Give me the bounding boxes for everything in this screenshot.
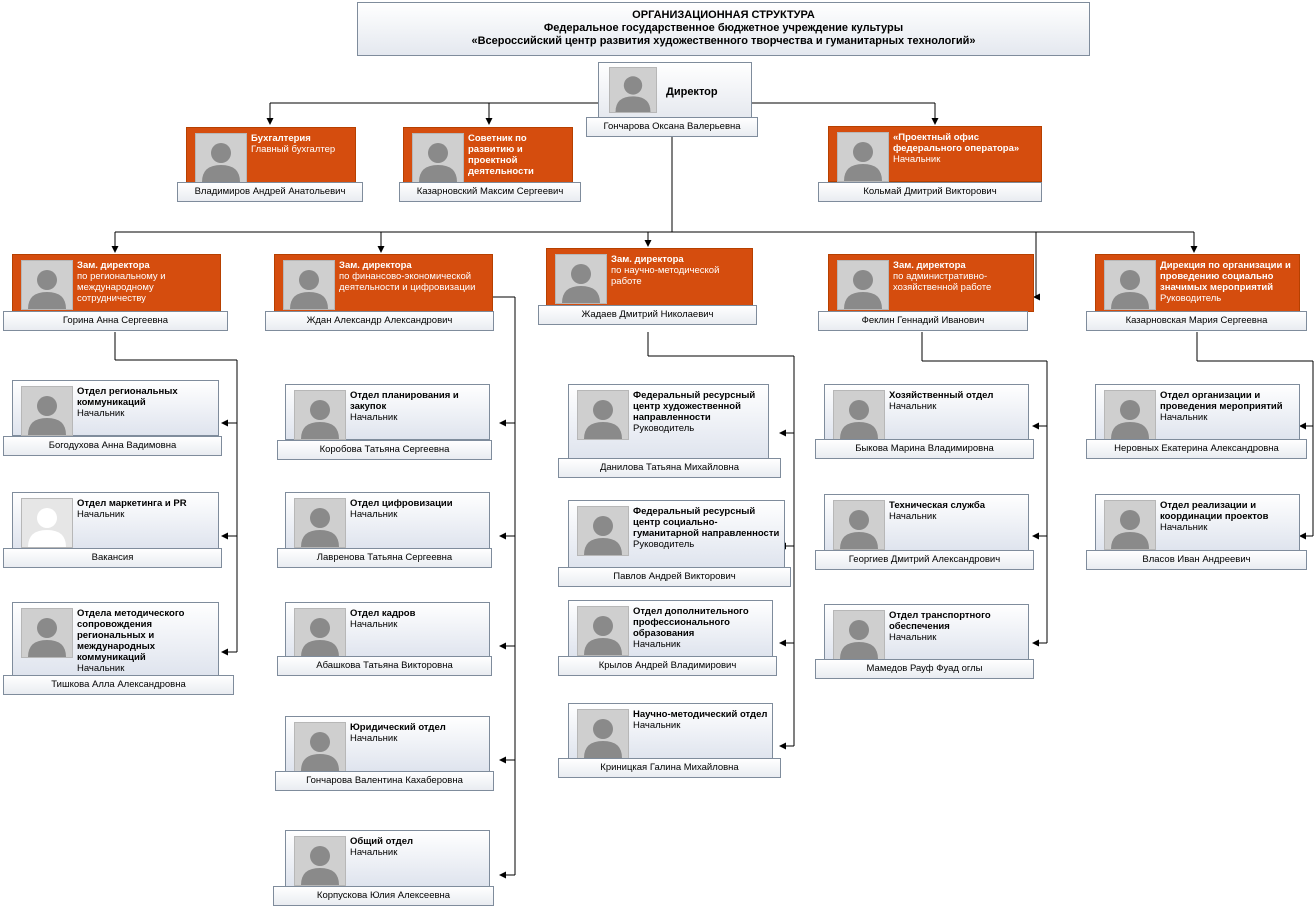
dept-c4-1-text [889,390,1025,412]
dept-c5-2-card[interactable] [1095,494,1300,551]
deputy-3-text [611,254,749,287]
dept-c4-1-card[interactable] [824,384,1029,440]
dept-c2-1-photo [294,390,346,440]
dept-c3-3-card[interactable] [568,600,773,657]
dept-c1-2-text [77,498,215,520]
dept-c2-5-name[interactable]: Корпускова Юлия Алексеевна [273,886,494,906]
dept-c5-2-role: Начальник [1160,522,1208,533]
top-unit-3-photo [837,132,889,182]
deputy-5-role: Руководитель [1160,293,1222,304]
dept-c3-2-title: Федеральный ресурсный центр социально-гуманитарной направленности [633,506,780,539]
dept-c2-1-role: Начальник [350,412,398,423]
org-chart-title [357,2,1090,56]
dept-c1-1-card[interactable] [12,380,219,436]
dept-c2-3-photo [294,608,346,658]
dept-c5-2-title: Отдел реализации и координации проектов [1160,500,1269,522]
dept-c4-3-name[interactable]: Мамедов Рауф Фуад оглы [815,659,1034,679]
dept-c3-4-role: Начальник [633,720,681,731]
dept-c3-1-role: Руководитель [633,423,695,434]
deputy-5-photo [1104,260,1156,310]
deputy-4-role: по административно-хозяйственной работе [893,271,992,293]
deputy-4-card[interactable] [828,254,1034,312]
dept-c1-1-photo [21,386,73,436]
deputy-4-photo [837,260,889,310]
deputy-1-title: Зам. директора [77,260,150,271]
dept-c1-2-photo [21,498,73,548]
dept-c2-2-title: Отдел цифровизации [350,498,453,509]
dept-c4-2-text [889,500,1025,522]
dept-c2-1-name[interactable]: Коробова Татьяна Сергеевна [277,440,492,460]
dept-c3-4-card[interactable] [568,703,773,760]
dept-c2-1-card[interactable] [285,384,490,440]
dept-c5-2-photo [1104,500,1156,550]
deputy-5-title: Дирекция по организации и проведению социально значимых мероприятий [1160,260,1291,293]
dept-c2-5-card[interactable] [285,830,490,887]
top-unit-2-card[interactable] [403,127,573,183]
dept-c1-3-name[interactable]: Тишкова Алла Александровна [3,675,234,695]
dept-c3-3-text [633,606,769,650]
dept-c2-4-card[interactable] [285,716,490,772]
dept-c2-2-role: Начальник [350,509,398,520]
dept-c3-4-photo [577,709,629,759]
dept-c2-5-photo [294,836,346,886]
dept-c3-1-title: Федеральный ресурсный центр художественной направленности [633,390,756,423]
dept-c4-3-title: Отдел транспортного обеспечения [889,610,991,632]
director-photo [609,67,657,113]
deputy-3-title: Зам. директора [611,254,684,265]
deputy-3-name[interactable]: Жадаев Дмитрий Николаевич [538,305,757,325]
dept-c3-2-card[interactable] [568,500,785,568]
dept-c4-2-name[interactable]: Георгиев Дмитрий Александрович [815,550,1034,570]
deputy-1-photo [21,260,73,310]
dept-c5-1-text [1160,390,1296,423]
dept-c5-2-text [1160,500,1296,533]
deputy-2-name[interactable]: Ждан Александр Александрович [265,311,494,331]
dept-c2-2-card[interactable] [285,492,490,549]
dept-c4-1-title: Хозяйственный отдел [889,390,994,401]
director-name[interactable]: Гончарова Оксана Валерьевна [586,117,758,137]
deputy-1-card[interactable] [12,254,221,312]
dept-c2-4-photo [294,722,346,772]
top-unit-3-title: «Проектный офис федерального оператора» [893,132,1020,154]
title-line-2: Федеральное государственное бюджетное учреждение культуры [543,22,904,34]
top-unit-2-text [468,133,569,177]
dept-c3-1-card[interactable] [568,384,769,459]
dept-c4-2-photo [833,500,885,550]
dept-c5-1-name[interactable]: Неровных Екатерина Александровна [1086,439,1307,459]
dept-c3-3-name[interactable]: Крылов Андрей Владимирович [558,656,777,676]
dept-c1-1-title: Отдел региональных коммуникаций [77,386,178,408]
dept-c1-3-text [77,608,215,674]
dept-c3-3-role: Начальник [633,639,681,650]
deputy-3-card[interactable] [546,248,753,306]
top-unit-2-name[interactable]: Казарновский Максим Сергеевич [399,182,581,202]
dept-c1-3-title: Отдела методического сопровождения региональных и международных коммуникаций [77,608,185,663]
dept-c4-2-title: Техническая служба [889,500,986,511]
dept-c2-3-name[interactable]: Абашкова Татьяна Викторовна [277,656,492,676]
dept-c2-1-title: Отдел планирования и закупок [350,390,459,412]
top-unit-3-text [893,132,1038,165]
top-unit-1-photo [195,133,247,183]
dept-c5-1-photo [1104,390,1156,440]
dept-c2-1-text [350,390,486,423]
deputy-2-card[interactable] [274,254,493,312]
top-unit-2-title: Советник по развитию и проектной деятельности [468,133,534,177]
dept-c2-3-text [350,608,486,630]
dept-c1-2-name[interactable]: Вакансия [3,548,222,568]
dept-c1-1-text [77,386,215,419]
dept-c2-4-role: Начальник [350,733,398,744]
dept-c2-3-card[interactable] [285,602,490,659]
dept-c2-4-title: Юридический отдел [350,722,446,733]
dept-c2-4-text [350,722,486,744]
dept-c5-1-role: Начальник [1160,412,1208,423]
dept-c3-2-role: Руководитель [633,539,695,550]
dept-c5-2-name[interactable]: Власов Иван Андреевич [1086,550,1307,570]
dept-c1-1-name[interactable]: Богодухова Анна Вадимовна [3,436,222,456]
top-unit-1-card[interactable] [186,127,356,183]
dept-c2-5-role: Начальник [350,847,398,858]
top-unit-3-card[interactable] [828,126,1042,182]
dept-c3-3-photo [577,606,629,656]
deputy-5-text [1160,260,1296,304]
deputy-3-role: по научно-методической работе [611,265,720,287]
top-unit-1-text [251,133,352,155]
dept-c3-1-photo [577,390,629,440]
dept-c2-5-text [350,836,486,858]
dept-c1-2-role: Начальник [77,509,125,520]
deputy-3-photo [555,254,607,304]
dept-c3-1-name[interactable]: Данилова Татьяна Михайловна [558,458,781,478]
dept-c4-3-role: Начальник [889,632,937,643]
dept-c4-2-role: Начальник [889,511,937,522]
dept-c4-3-card[interactable] [824,604,1029,660]
dept-c3-2-text [633,506,781,550]
deputy-1-role: по региональному и международному сотрудничеству [77,271,166,304]
dept-c5-1-title: Отдел организации и проведения мероприятий [1160,390,1283,412]
title-line-1: ОРГАНИЗАЦИОННАЯ СТРУКТУРА [632,9,815,21]
deputy-1-name[interactable]: Горина Анна Сергеевна [3,311,228,331]
dept-c3-3-title: Отдел дополнительного профессионального образования [633,606,749,639]
deputy-2-title: Зам. директора [339,260,412,271]
dept-c2-5-title: Общий отдел [350,836,414,847]
top-unit-1-role: Главный бухгалтер [251,144,336,155]
dept-c2-4-name[interactable]: Гончарова Валентина Кахаберовна [275,771,494,791]
dept-c3-4-name[interactable]: Криницкая Галина Михайловна [558,758,781,778]
dept-c1-3-card[interactable] [12,602,219,676]
dept-c2-3-title: Отдел кадров [350,608,416,619]
deputy-4-text [893,260,1030,293]
dept-c1-3-role: Начальник [77,663,125,674]
deputy-2-text [339,260,489,293]
director-title: Директор [666,86,718,98]
dept-c4-3-photo [833,610,885,660]
deputy-5-name[interactable]: Казарновская Мария Сергеевна [1086,311,1307,331]
title-line-3: «Всероссийский центр развития художественного творчества и гуманитарных технологий» [471,35,976,47]
dept-c1-2-title: Отдел маркетинга и PR [77,498,187,509]
dept-c2-3-role: Начальник [350,619,398,630]
dept-c1-3-photo [21,608,73,658]
dept-c5-1-card[interactable] [1095,384,1300,440]
dept-c4-3-text [889,610,1025,643]
deputy-5-card[interactable] [1095,254,1300,312]
deputy-2-photo [283,260,335,310]
dept-c1-1-role: Начальник [77,408,125,419]
dept-c2-2-photo [294,498,346,548]
top-unit-3-role: Начальник [893,154,941,165]
top-unit-1-name[interactable]: Владимиров Андрей Анатольевич [177,182,363,202]
deputy-2-role: по финансово-экономической деятельности и цифровизации [339,271,476,293]
dept-c4-1-name[interactable]: Быкова Марина Владимировна [815,439,1034,459]
dept-c1-2-card[interactable] [12,492,219,549]
dept-c2-2-name[interactable]: Лавренова Татьяна Сергеевна [277,548,492,568]
dept-c3-1-text [633,390,765,434]
deputy-4-name[interactable]: Феклин Геннадий Иванович [818,311,1028,331]
deputy-1-text [77,260,217,304]
dept-c4-2-card[interactable] [824,494,1029,551]
dept-c2-2-text [350,498,486,520]
dept-c3-4-title: Научно-методический отдел [633,709,768,720]
top-unit-3-name[interactable]: Кольмай Дмитрий Викторович [818,182,1042,202]
dept-c3-2-name[interactable]: Павлов Андрей Викторович [558,567,791,587]
dept-c3-4-text [633,709,769,731]
dept-c4-1-role: Начальник [889,401,937,412]
deputy-4-title: Зам. директора [893,260,966,271]
top-unit-1-title: Бухгалтерия [251,133,311,144]
top-unit-2-photo [412,133,464,183]
dept-c4-1-photo [833,390,885,440]
dept-c3-2-photo [577,506,629,556]
